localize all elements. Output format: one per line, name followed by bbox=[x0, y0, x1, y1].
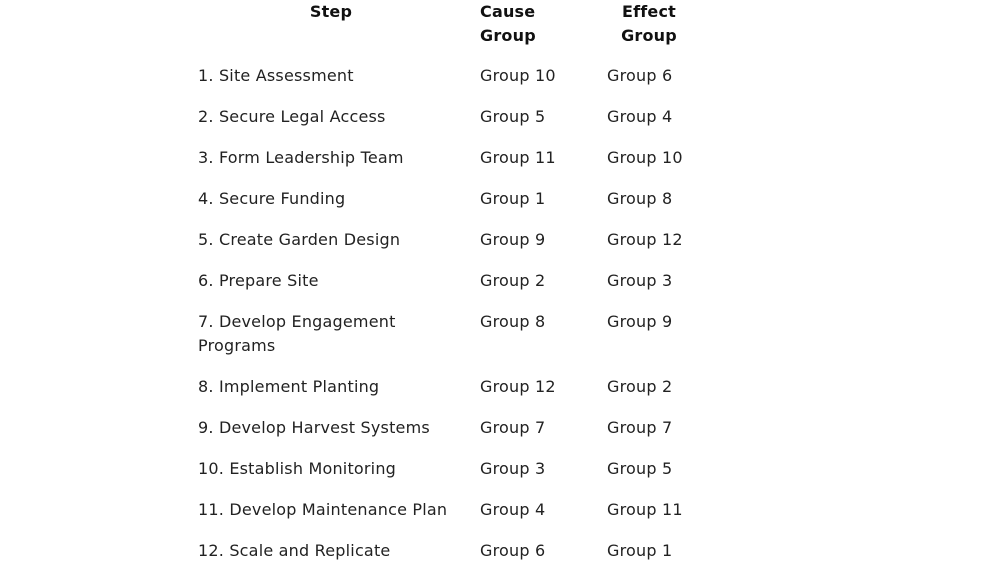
cause-group-cell: Group 9 bbox=[480, 230, 546, 249]
cause-group-cell: Group 1 bbox=[480, 189, 546, 208]
effect-group-cell: Group 12 bbox=[607, 230, 683, 249]
effect-group-cell: Group 3 bbox=[607, 271, 673, 290]
step-cell: 5. Create Garden Design bbox=[198, 230, 401, 249]
cause-group-cell: Group 7 bbox=[480, 418, 546, 437]
step-cell: 7. Develop Engagement Programs bbox=[198, 312, 396, 355]
effect-group-cell: Group 1 bbox=[607, 541, 673, 560]
effect-group-cell: Group 11 bbox=[607, 500, 683, 519]
table-row bbox=[190, 457, 699, 498]
table-row bbox=[190, 105, 699, 146]
table-row bbox=[190, 375, 699, 416]
table-row bbox=[190, 269, 699, 310]
step-cell: 12. Scale and Replicate bbox=[198, 541, 391, 560]
step-cell: 9. Develop Harvest Systems bbox=[198, 418, 430, 437]
effect-group-cell: Group 2 bbox=[607, 377, 673, 396]
cause-group-cell: Group 12 bbox=[480, 377, 556, 396]
table-row bbox=[190, 187, 699, 228]
table-row bbox=[190, 498, 699, 539]
effect-group-cell: Group 4 bbox=[607, 107, 673, 126]
step-cell: 10. Establish Monitoring bbox=[198, 459, 397, 478]
header-effect-group: Effect Group bbox=[621, 2, 677, 45]
table-row bbox=[190, 416, 699, 457]
cause-group-cell: Group 3 bbox=[480, 459, 546, 478]
step-cell: 8. Implement Planting bbox=[198, 377, 380, 396]
table-row bbox=[190, 310, 699, 375]
cause-group-cell: Group 2 bbox=[480, 271, 546, 290]
effect-group-cell: Group 9 bbox=[607, 312, 673, 331]
cause-group-cell: Group 4 bbox=[480, 500, 546, 519]
effect-group-cell: Group 6 bbox=[607, 66, 673, 85]
cause-group-cell: Group 5 bbox=[480, 107, 546, 126]
step-cell: 11. Develop Maintenance Plan bbox=[198, 500, 448, 519]
cause-group-cell: Group 8 bbox=[480, 312, 546, 331]
table-row bbox=[190, 146, 699, 187]
table-header-row bbox=[190, 0, 699, 64]
step-cell: 1. Site Assessment bbox=[198, 66, 354, 85]
header-cause-group: Cause Group bbox=[480, 2, 536, 45]
cause-group-cell: Group 10 bbox=[480, 66, 556, 85]
table-row bbox=[190, 539, 699, 580]
cause-group-cell: Group 11 bbox=[480, 148, 556, 167]
effect-group-cell: Group 5 bbox=[607, 459, 673, 478]
table-row bbox=[190, 64, 699, 105]
step-cell: 4. Secure Funding bbox=[198, 189, 346, 208]
step-cell: 3. Form Leadership Team bbox=[198, 148, 404, 167]
effect-group-cell: Group 8 bbox=[607, 189, 673, 208]
step-cell: 6. Prepare Site bbox=[198, 271, 319, 290]
header-step: Step bbox=[309, 2, 353, 21]
step-group-table bbox=[190, 0, 699, 580]
table-row bbox=[190, 228, 699, 269]
effect-group-cell: Group 7 bbox=[607, 418, 673, 437]
step-cell: 2. Secure Legal Access bbox=[198, 107, 386, 126]
effect-group-cell: Group 10 bbox=[607, 148, 683, 167]
step-group-table-container bbox=[190, 0, 699, 580]
cause-group-cell: Group 6 bbox=[480, 541, 546, 560]
